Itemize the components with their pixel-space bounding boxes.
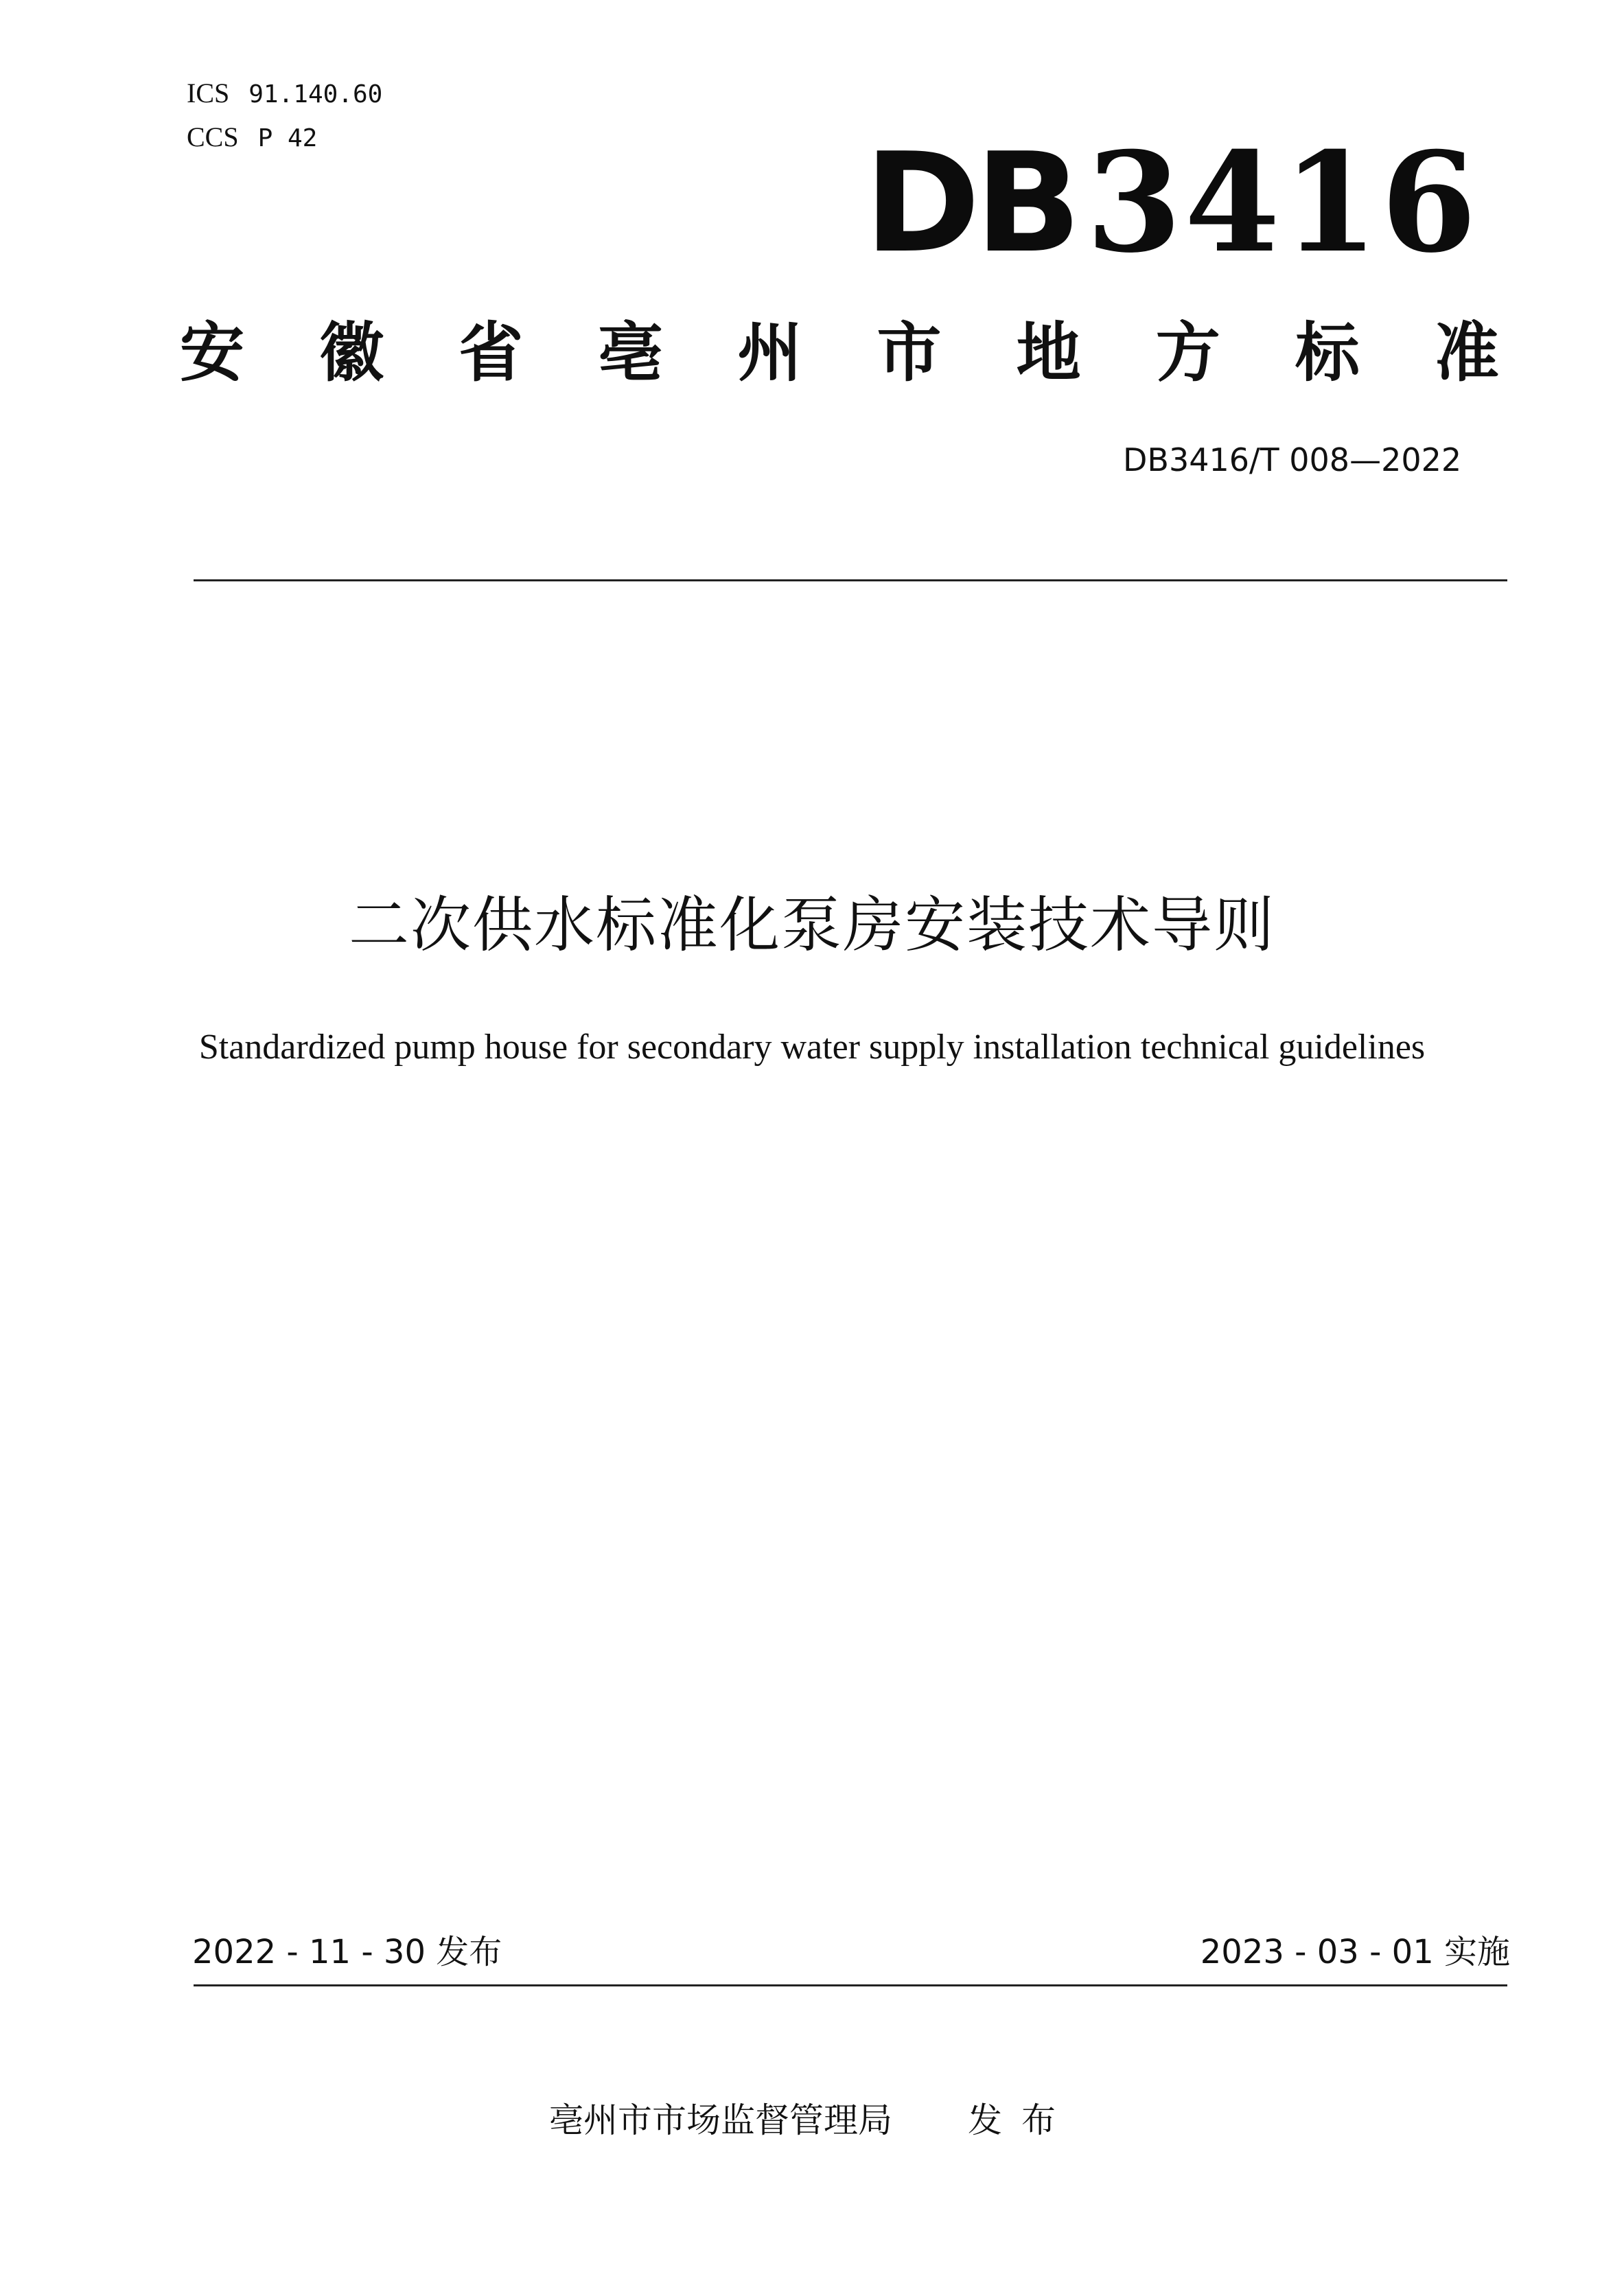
ccs-number: P 42: [257, 124, 318, 152]
ics-code: [187, 77, 382, 109]
standard-type-char: 安: [180, 316, 245, 391]
standard-type-char: 标: [1295, 316, 1360, 391]
standard-type-char: 方: [1155, 316, 1220, 391]
ics-label: ICS: [187, 78, 230, 108]
standard-type-char: 市: [877, 316, 942, 391]
standard-type-char: 亳: [598, 316, 663, 391]
bottom-divider: [194, 1984, 1507, 1986]
ccs-label: CCS: [187, 121, 239, 152]
ccs-code: [187, 121, 317, 153]
standard-type-heading: [180, 309, 1499, 398]
db-logo-letters: DB: [863, 124, 1076, 283]
issue-label: 发布: [968, 2100, 1075, 2140]
top-divider: [194, 579, 1507, 581]
standard-type-char: 徽: [319, 316, 384, 391]
standard-number: DB3416/T 008—2022: [1123, 441, 1462, 478]
issuer-line: [0, 2096, 1624, 2144]
issuing-authority: 亳州市市场监督管理局: [549, 2100, 892, 2140]
standard-type-char: 准: [1434, 316, 1499, 391]
ics-number: 91.140.60: [248, 80, 383, 108]
standard-type-char: 省: [459, 316, 524, 391]
db-standard-logo: [863, 122, 1480, 283]
document-title-cn: 二次供水标准化泵房安装技术导则: [348, 890, 1275, 960]
standard-type-char: 地: [1016, 316, 1081, 391]
document-title-en: Standardized pump house for secondary water supply installation technical guidelines: [198, 1028, 1426, 1067]
db-logo-number: 3416: [1086, 122, 1480, 283]
standard-type-char: 州: [737, 316, 802, 391]
implement-date: 2023 - 03 - 01 实施: [1200, 1933, 1510, 1971]
publish-date: 2022 - 11 - 30 发布: [192, 1933, 502, 1971]
